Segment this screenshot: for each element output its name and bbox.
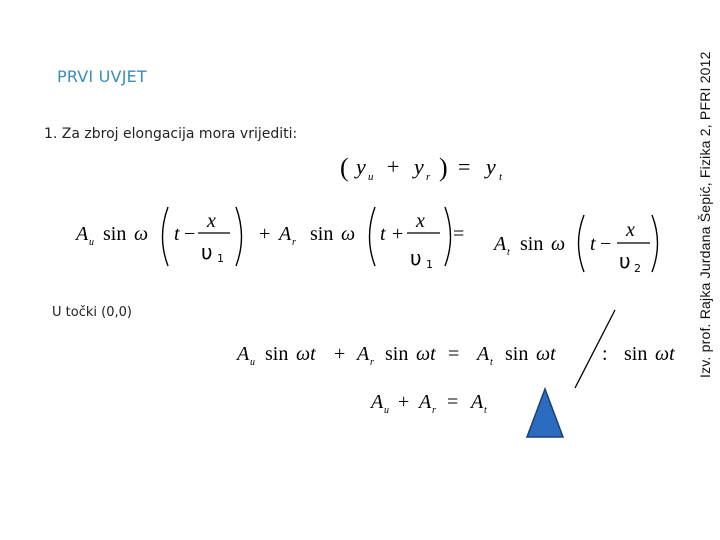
svg-text:y: y xyxy=(414,154,424,179)
svg-text:sin: sin xyxy=(624,343,648,365)
svg-text:ωt: ωt xyxy=(655,343,675,365)
svg-text:sin: sin xyxy=(385,343,409,365)
svg-text:ω: ω xyxy=(134,223,149,245)
svg-text:t: t xyxy=(380,223,386,245)
equation-result xyxy=(369,391,487,416)
svg-text:u: u xyxy=(89,237,94,248)
svg-text:=: = xyxy=(458,154,471,179)
svg-text:x: x xyxy=(416,210,425,232)
slide-title: PRVI UVJET xyxy=(57,67,147,86)
svg-text:ωt: ωt xyxy=(536,343,556,365)
side-credit: Izv. prof. Rajka Jurdana Šepić, Fizika 2, PFRI 2012 xyxy=(697,51,713,378)
svg-text:u: u xyxy=(368,171,374,183)
svg-text:A: A xyxy=(471,391,484,413)
bullet-text: 1. Za zbroj elongacija mora vrijediti: xyxy=(44,126,298,142)
svg-text:sin: sin xyxy=(103,223,127,245)
svg-text:sin: sin xyxy=(505,343,529,365)
divide-by-sin xyxy=(575,310,675,388)
equation-waves xyxy=(74,207,658,275)
svg-text:r: r xyxy=(292,237,296,248)
svg-text:sin: sin xyxy=(265,343,289,365)
svg-text:y: y xyxy=(356,154,366,179)
svg-text:A: A xyxy=(237,343,250,365)
svg-text:υ: υ xyxy=(201,240,213,264)
svg-text:+: + xyxy=(398,391,410,413)
svg-text:y: y xyxy=(486,154,496,179)
svg-text:A: A xyxy=(494,233,507,255)
svg-text:t: t xyxy=(484,405,487,416)
svg-text:sin: sin xyxy=(520,233,544,255)
svg-text:t: t xyxy=(507,247,510,258)
svg-text:u: u xyxy=(250,357,255,368)
svg-text:+: + xyxy=(259,223,271,245)
svg-text:r: r xyxy=(426,171,431,183)
svg-text:x: x xyxy=(207,210,216,232)
svg-text:A: A xyxy=(279,223,292,245)
svg-text:): ) xyxy=(439,153,448,182)
svg-text:A: A xyxy=(419,391,432,413)
svg-text:+: + xyxy=(334,343,346,365)
svg-text:−: − xyxy=(184,223,196,245)
svg-text:t: t xyxy=(590,233,596,255)
svg-text:r: r xyxy=(370,357,374,368)
svg-text:υ: υ xyxy=(410,246,422,270)
svg-text:ωt: ωt xyxy=(416,343,436,365)
svg-text:1: 1 xyxy=(217,252,224,265)
svg-text:υ: υ xyxy=(619,249,631,273)
svg-text:r: r xyxy=(432,405,436,416)
point-label: U točki (0,0) xyxy=(52,305,132,320)
svg-text:A: A xyxy=(76,223,89,245)
svg-text:u: u xyxy=(384,405,389,416)
svg-text:A: A xyxy=(477,343,490,365)
svg-text:A: A xyxy=(357,343,370,365)
svg-text:t: t xyxy=(174,223,180,245)
svg-text:ω: ω xyxy=(551,233,566,255)
svg-text:A: A xyxy=(371,391,384,413)
svg-text:=: = xyxy=(448,343,460,365)
svg-text:x: x xyxy=(626,219,635,241)
svg-text:1: 1 xyxy=(426,258,433,271)
svg-text:−: − xyxy=(600,233,612,255)
equation-sum xyxy=(340,153,503,183)
svg-text:t: t xyxy=(499,171,503,183)
svg-text::: : xyxy=(602,343,608,365)
svg-text:(: ( xyxy=(340,153,349,182)
svg-text:2: 2 xyxy=(634,262,641,275)
svg-text:=: = xyxy=(447,391,459,413)
equation-origin xyxy=(235,343,556,368)
triangle-icon xyxy=(527,389,563,437)
svg-text:+: + xyxy=(392,223,404,245)
svg-text:ωt: ωt xyxy=(296,343,316,365)
svg-text:sin: sin xyxy=(310,223,334,245)
svg-text:+: + xyxy=(387,154,400,179)
svg-text:ω: ω xyxy=(341,223,356,245)
svg-text:=: = xyxy=(453,223,465,245)
svg-text:t: t xyxy=(490,357,493,368)
